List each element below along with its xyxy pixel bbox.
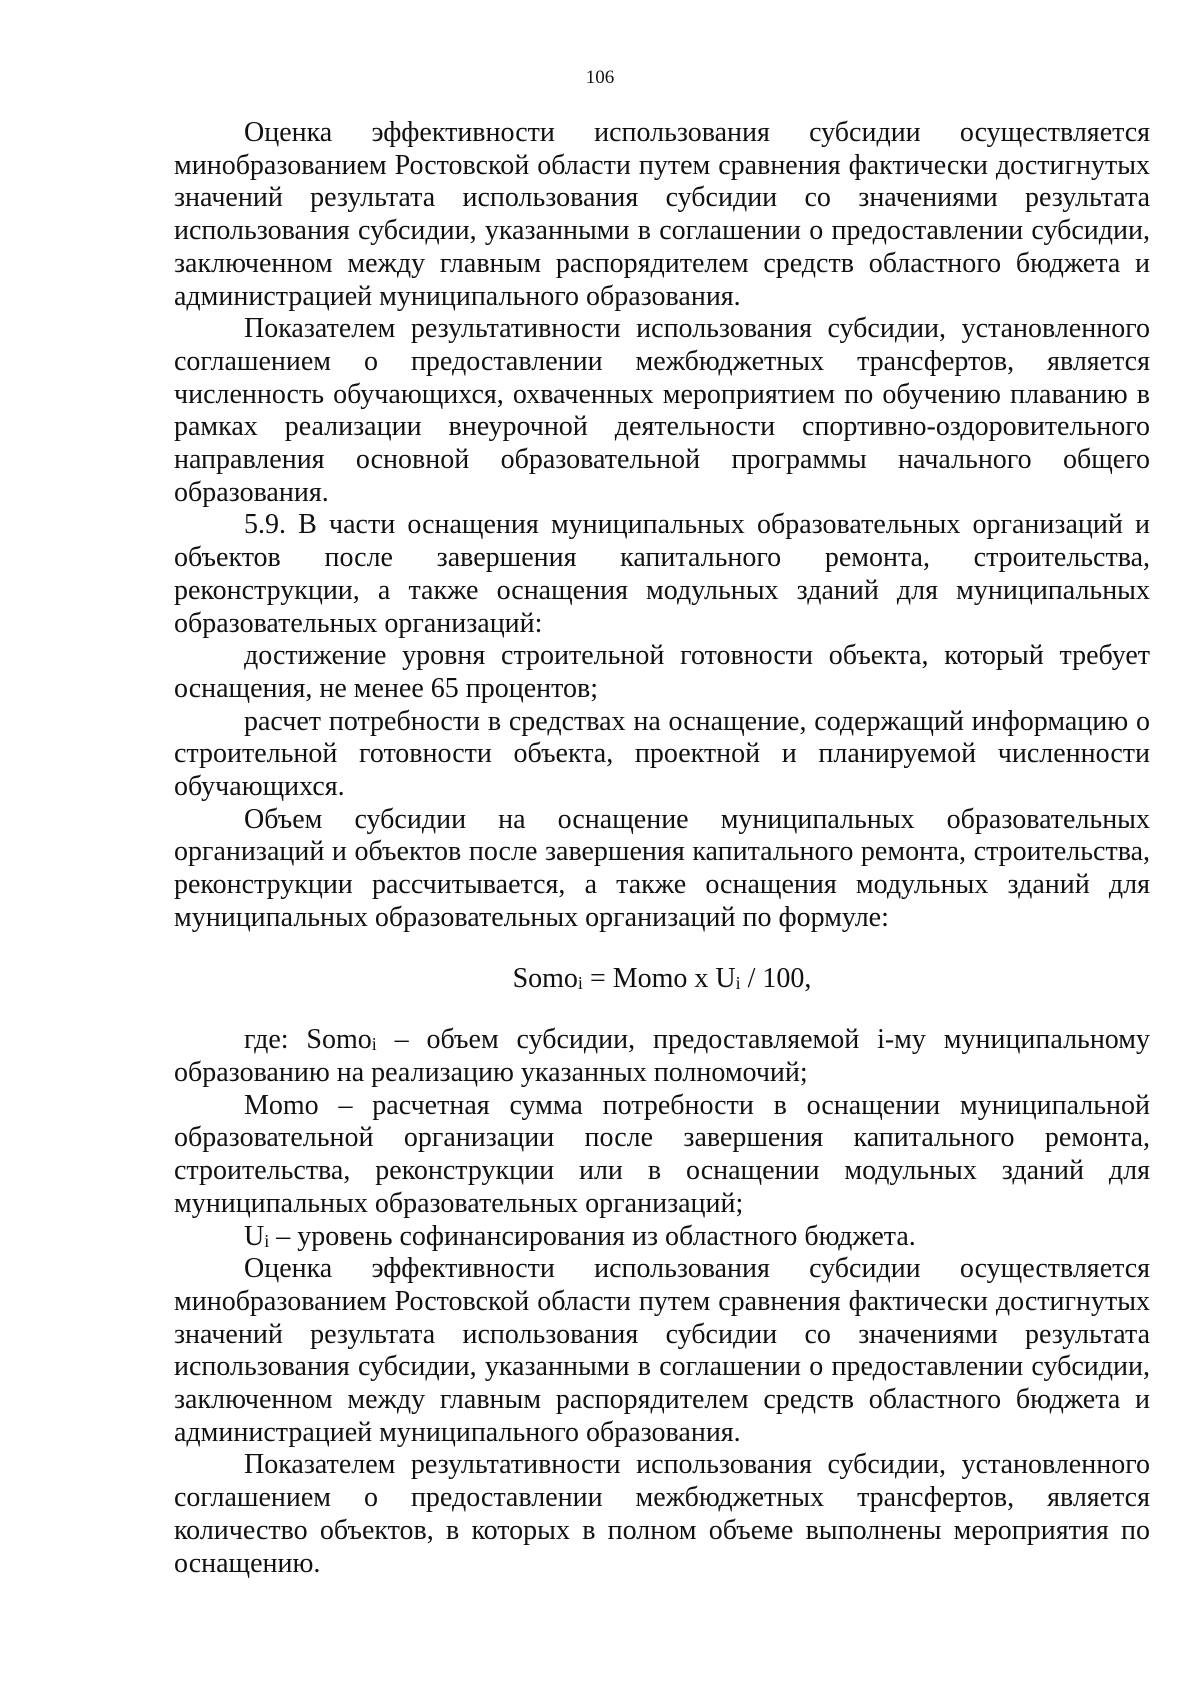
formula-tail: / 100, (740, 962, 812, 994)
paragraph-readiness-condition: достижение уровня строительной готовности объекта, который требует оснащения, не менее 65 процентов; (174, 640, 1150, 704)
formula-lhs-subscript: i (577, 972, 583, 993)
definition-momo: Momo – расчетная сумма потребности в оснащении муниципальной образовательной организации после завершения капитального ремонта, строительства, реконструкции или в оснащении модульных зданий для муниципальных образовательных организаций; (174, 1089, 1150, 1219)
paragraph-performance-indicator-equipment: Показателем результативности использования субсидии, установленного соглашением о предоставлении межбюджетных трансфертов, является количество объектов, в которых в полном объеме выполнены мероприятия по оснащению. (174, 1449, 1150, 1579)
definition-somo-prefix: где: Somo (244, 1024, 372, 1056)
definition-somo-text: – объем субсидии, предоставляемой i-му муниципальному образованию на реализацию указанных полномочий; (174, 1024, 1150, 1088)
paragraph-subsidy-volume-intro: Объем субсидии на оснащение муниципальных образовательных организаций и объектов после завершения капитального ремонта, строительства, реконструкции рассчитывается, а также оснащения модульных зданий для муниципальных образовательных организаций по формуле: (174, 803, 1150, 933)
definition-u-prefix: U (244, 1220, 265, 1252)
formula-u-subscript: i (735, 972, 741, 993)
formula-middle: = Momo х U (582, 962, 736, 994)
page-number: 106 (585, 67, 615, 88)
subsidy-formula (174, 963, 1150, 996)
paragraph-needs-calculation: расчет потребности в средствах на оснащение, содержащий информацию о строительной готовности объекта, проектной и планируемой численности обучающихся. (174, 705, 1150, 803)
paragraph-section-5-9: 5.9. В части оснащения муниципальных образовательных организаций и объектов после завершения капитального ремонта, строительства, реконструкции, а также оснащения модульных зданий для муниципальных образовательных организаций: (174, 509, 1150, 639)
document-body (174, 117, 1150, 1580)
definition-somo-subscript: i (371, 1034, 377, 1055)
definition-u-subscript: i (264, 1230, 270, 1251)
definition-u (174, 1221, 1150, 1254)
paragraph-efficiency-assessment: Оценка эффективности использования субсидии осуществляется минобразованием Ростовской области путем сравнения фактически достигнутых значений результата использования субсидии со значениями результата использования субсидии, указанными в соглашении о предоставлении субсидии, заключенном между главным распорядителем средств областного бюджета и администрацией муниципального образования. (174, 117, 1150, 312)
paragraph-efficiency-assessment-repeat: Оценка эффективности использования субсидии осуществляется минобразованием Ростовской области путем сравнения фактически достигнутых значений результата использования субсидии со значениями результата использования субсидии, указанными в соглашении о предоставлении субсидии, заключенном между главным распорядителем средств областного бюджета и администрацией муниципального образования. (174, 1253, 1150, 1448)
paragraph-performance-indicator-swimming: Показателем результативности использования субсидии, установленного соглашением о предоставлении межбюджетных трансфертов, является численность обучающихся, охваченных мероприятием по обучению плаванию в рамках реализации внеурочной деятельности спортивно-оздоровительного направления основной образовательной программы начального общего образования. (174, 313, 1150, 508)
formula-lhs: Somo (512, 962, 578, 994)
definition-u-text: – уровень софинансирования из областного бюджета. (269, 1220, 916, 1252)
definition-somo (174, 1024, 1150, 1089)
